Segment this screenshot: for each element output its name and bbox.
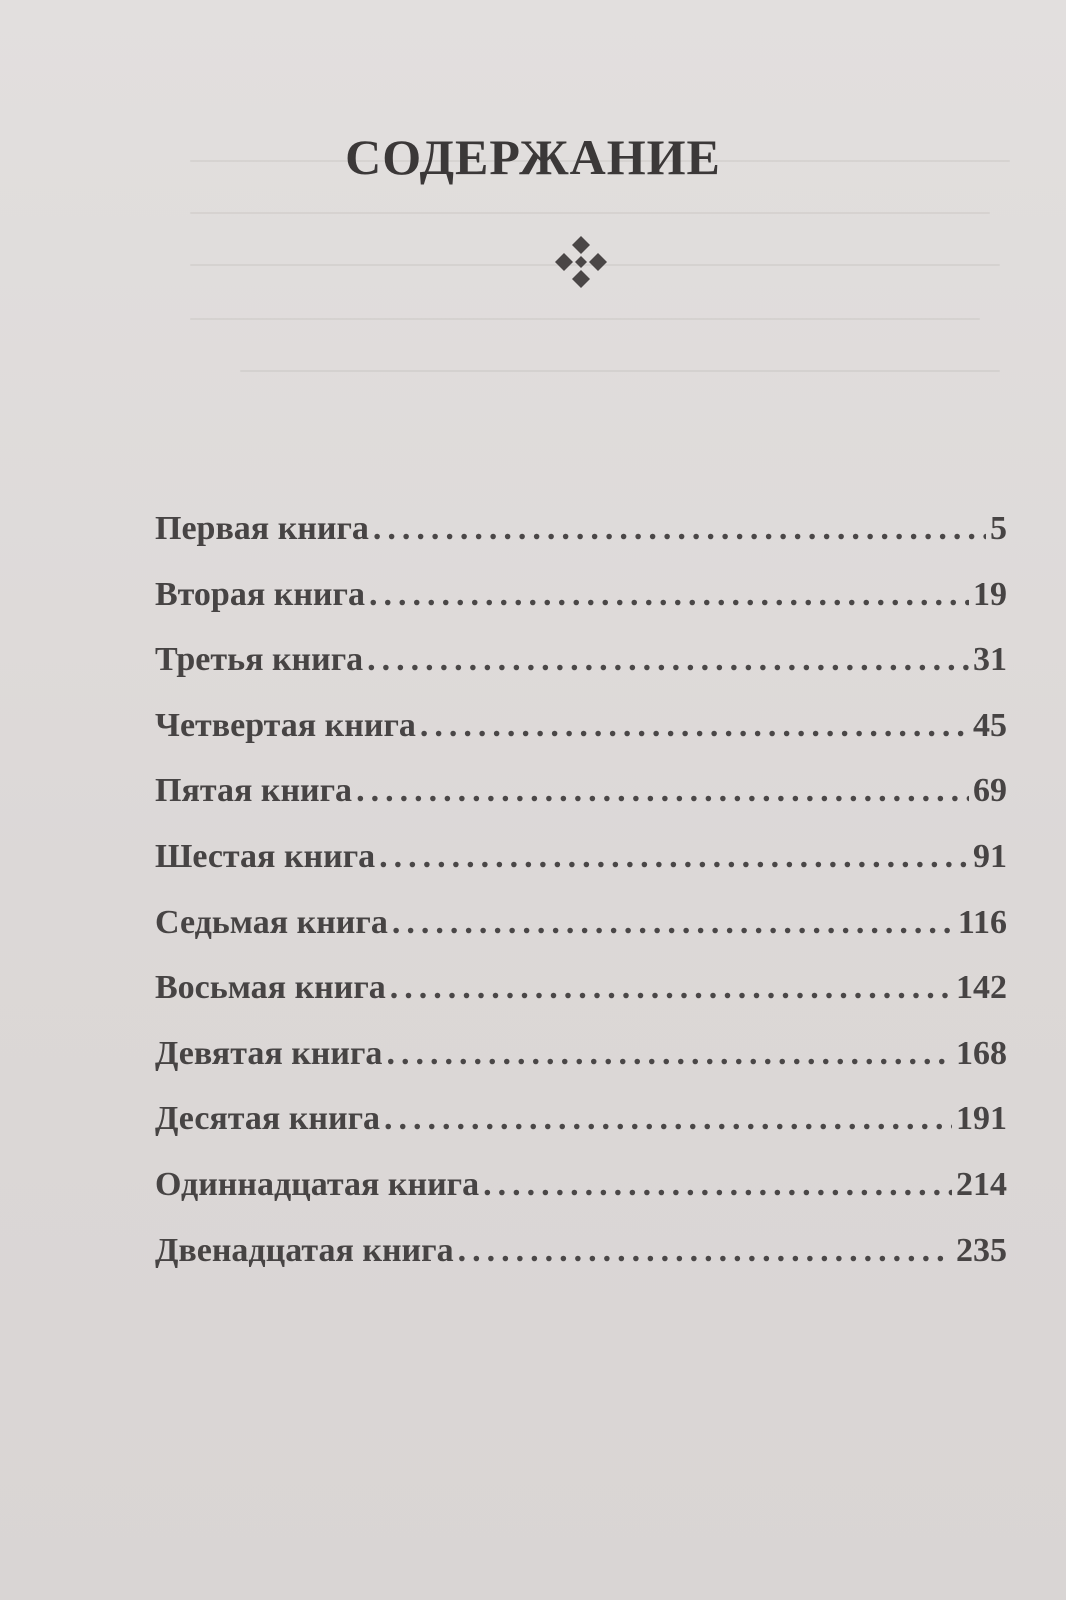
toc-entry-page-number: 191: [956, 1100, 1007, 1138]
toc-entry: [155, 772, 1007, 838]
toc-entry-page-number: 31: [973, 641, 1007, 679]
dot-leader: [373, 510, 986, 548]
toc-entry: [155, 904, 1007, 970]
toc-entry: [155, 838, 1007, 904]
dot-leader: [420, 707, 969, 745]
toc-entry-page-number: 214: [956, 1165, 1007, 1203]
toc-entry-title: Четвертая книга: [155, 706, 416, 744]
toc-entry-title: Девятая книга: [155, 1034, 383, 1072]
toc-entry-page-number: 116: [957, 903, 1007, 941]
dot-leader: [379, 838, 969, 876]
toc-entry-page-number: 142: [956, 969, 1007, 1007]
toc-entry-title: Третья книга: [155, 641, 364, 679]
toc-entry-title: Десятая книга: [155, 1100, 381, 1138]
toc-entry-title: Седьмая книга: [155, 903, 388, 941]
dot-leader: [384, 1100, 952, 1138]
toc-entry-title: Первая книга: [155, 510, 369, 547]
toc-entry-page-number: 19: [973, 575, 1007, 613]
toc-entry-page-number: 168: [956, 1034, 1007, 1072]
dot-leader: [369, 576, 969, 614]
toc-entry-title: Шестая книга: [155, 837, 376, 875]
toc-entry-title: Одиннадцатая книга: [155, 1165, 480, 1203]
table-of-contents: [155, 510, 1007, 1297]
toc-entry-page-number: 5: [990, 510, 1007, 547]
toc-entry: [155, 576, 1007, 642]
toc-entry: [155, 1166, 1007, 1232]
dot-leader: [386, 1035, 952, 1073]
bleed-through-line: [190, 318, 980, 320]
toc-entry-title: Вторая книга: [155, 575, 365, 613]
bleed-through-line: [240, 370, 1000, 372]
toc-entry-page-number: 69: [973, 772, 1007, 810]
dot-leader: [367, 641, 969, 679]
dot-leader: [458, 1232, 952, 1270]
toc-entry-page-number: 45: [973, 706, 1007, 744]
dot-leader: [356, 772, 969, 810]
toc-entry-title: Пятая книга: [155, 772, 353, 810]
toc-entry-page-number: 235: [956, 1231, 1007, 1269]
diamond-cluster-icon: [553, 234, 609, 290]
toc-entry: [155, 707, 1007, 773]
dot-leader: [483, 1166, 952, 1204]
page-title: СОДЕРЖАНИЕ: [345, 129, 721, 185]
toc-entry: [155, 1035, 1007, 1101]
bleed-through-line: [190, 212, 990, 214]
toc-entry-title: Восьмая книга: [155, 969, 386, 1007]
toc-entry-title: Двенадцатая книга: [155, 1231, 454, 1269]
dot-leader: [390, 969, 952, 1007]
toc-entry: [155, 641, 1007, 707]
toc-entry: [155, 1100, 1007, 1166]
toc-entry: [155, 969, 1007, 1035]
dot-leader: [392, 904, 954, 942]
toc-entry-page-number: 91: [973, 837, 1007, 875]
toc-entry: [155, 510, 1007, 576]
toc-entry: [155, 1232, 1007, 1298]
